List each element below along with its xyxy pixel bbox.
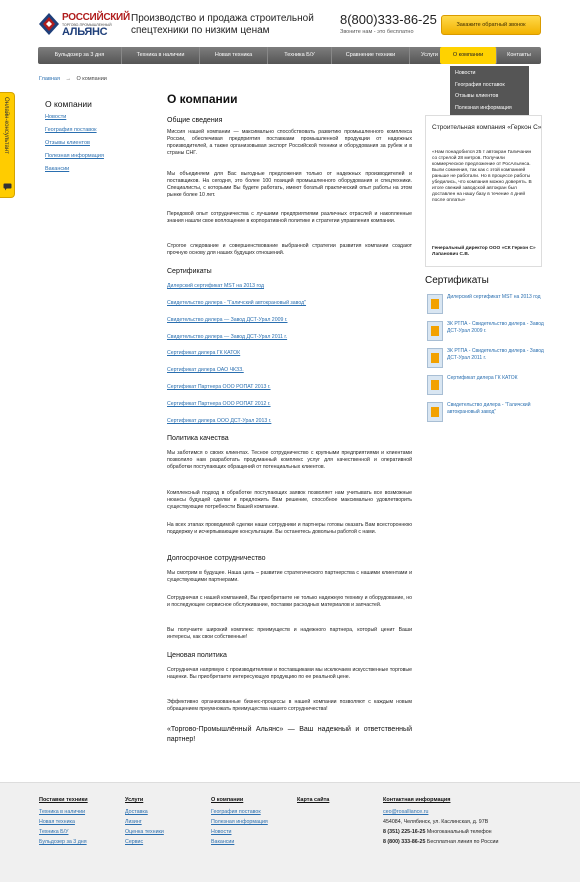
footer-phone-1	[383, 827, 498, 837]
footer-link[interactable]: Новая техника	[39, 819, 75, 825]
nav-item-used[interactable]: Техника Б/У	[268, 47, 332, 64]
nav-item-about[interactable]: О компании	[440, 47, 497, 64]
right-cert-label[interactable]: Дилерский сертификат MST на 2013 год	[447, 294, 541, 300]
section-title-general: Общие сведения	[167, 117, 223, 124]
cert-link[interactable]: Свидетельство дилера - "Галичский автокрановый завод"	[167, 300, 307, 306]
footer-link[interactable]: Сервис	[125, 839, 144, 845]
footer-col-supply	[39, 797, 88, 847]
logo-text-top: РОССИЙСКИЙ	[62, 12, 130, 23]
right-cert-item[interactable]	[425, 402, 543, 424]
dropdown-item-reviews[interactable]: Отзывы клиентов	[455, 93, 499, 100]
logo-mark-icon	[38, 12, 60, 36]
breadcrumb-home[interactable]: Главная	[39, 76, 60, 82]
footer-phone-2-number[interactable]: 8 (800) 333-86-25	[383, 839, 426, 845]
paragraph-processes: Эффективно организованные бизнес-процессы в нашей компании позволяют с каждым новым обращением преумножать преимущества нашего сотрудничества!	[167, 699, 412, 712]
breadcrumb	[39, 76, 107, 82]
footer-link[interactable]: Вакансии	[211, 839, 235, 845]
footer-phone-2	[383, 837, 498, 847]
sidebar-item-reviews[interactable]: Отзывы клиентов	[45, 140, 90, 146]
paragraph-approach: Комплексный подход в обработке поступающих заявок позволяет нам учитывать все возможные нюансы будущей сделки и предложить Вам решение, способное максимально удовлетворить существующие потребности Вашей компании.	[167, 490, 412, 510]
certificate-thumbnail-icon	[427, 348, 443, 368]
cert-link[interactable]: Сертификат дилера ООО ДСТ-Урал 2013 г.	[167, 418, 272, 424]
right-certificates-title: Сертификаты	[425, 275, 489, 286]
footer-address: 454084, Челябинск, ул. Каслинская, д. 97В	[383, 819, 489, 825]
online-consultant-tab[interactable]	[0, 92, 15, 198]
footer-col-services	[125, 797, 164, 847]
header-phone[interactable]: 8(800)333-86-25	[340, 12, 437, 27]
certificate-thumbnail-icon	[427, 321, 443, 341]
testimonial-signature: Генеральный директор ООО «СК Геркон С» Лапанович С.В.	[432, 246, 536, 257]
paragraph-future: Мы смотрим в будущее. Наша цель – развитие стратегического партнерства с нашими клиентами и существующими партнерами.	[167, 570, 412, 583]
paragraph-prices: Сотрудничая напрямую с производителями и поставщиками мы исключаем искусственные торговые наценки. Вы приобретаете интересующую продукцию по ее реальной цене.	[167, 667, 412, 680]
testimonial-box	[425, 115, 542, 267]
footer-col-sitemap	[297, 797, 329, 807]
page-title: О компании	[167, 92, 238, 106]
logo-text-bottom: АЛЬЯНС	[62, 26, 108, 38]
breadcrumb-separator: →	[65, 76, 71, 82]
footer-link[interactable]: Полезная информация	[211, 819, 268, 825]
nav-item-new[interactable]: Новая техника	[200, 47, 268, 64]
callback-button[interactable]: Закажите обратный звонок	[441, 15, 541, 35]
sidebar-item-useful-info[interactable]: Полезная информация	[45, 153, 104, 159]
sidebar-item-vacancies[interactable]: Вакансии	[45, 166, 70, 172]
dropdown-item-news[interactable]: Новости	[455, 70, 476, 76]
footer-link[interactable]: Бульдозер за 3 дня	[39, 839, 87, 845]
footer-link[interactable]: Новости	[211, 829, 232, 835]
nav-item-services[interactable]: Услуги	[410, 47, 450, 64]
header	[0, 0, 580, 46]
paragraph-strategy: Строгое следование и совершенствование выбранной стратегии развития компании создают прочную основу для наших будущих отношений.	[167, 243, 412, 256]
paragraph-support: На всех этапах проводимой сделки наши сотрудники и партнеры готовы оказать Вам всестороннюю поддержку и исчерпывающие консультации. Вы останетесь довольны работой с нами.	[167, 522, 412, 535]
header-phone-note: Звоните нам - это бесплатно	[340, 29, 414, 35]
nav-item-bulldozer[interactable]: Бульдозер за 3 дня	[38, 47, 122, 64]
nav-item-in-stock[interactable]: Техника в наличии	[122, 47, 200, 64]
right-cert-label[interactable]: ЗК РТПА - Свидетельство дилера - Завод ДСТ-Урал 2009 г.	[447, 321, 544, 334]
right-cert-item[interactable]	[425, 348, 543, 370]
cert-link[interactable]: Сертификат дилера ОАО ЧКЗЗ.	[167, 367, 244, 373]
dropdown-item-useful-info[interactable]: Полезная информация	[455, 105, 512, 112]
footer-link[interactable]: Лизинг	[125, 819, 142, 825]
sidebar-title: О компании	[45, 99, 92, 109]
section-title-quality: Политика качества	[167, 435, 229, 442]
footer-col-about	[211, 797, 268, 847]
testimonial-company: Строительная компания «Геркон С»	[432, 124, 542, 131]
section-title-certificates: Сертификаты	[167, 268, 212, 275]
dropdown-item-geography[interactable]: География поставок	[455, 81, 505, 88]
tagline: Производство и продажа строительной спецтехники по низким ценам	[131, 13, 314, 36]
footer-col-title[interactable]: О компании	[211, 797, 244, 803]
certificate-thumbnail-icon	[427, 402, 443, 422]
cert-link[interactable]: Сертификат Партнера ООО РОПАТ 2013 г.	[167, 384, 271, 390]
footer-col-title[interactable]: Поставки техники	[39, 797, 88, 803]
paragraph-partner: Вы получаете широкий комплекс преимуществ и надежного партнера, который ценит Ваши интересы, как свои собственные!	[167, 627, 412, 640]
nav-item-compare[interactable]: Сравнение техники	[332, 47, 410, 64]
right-cert-label[interactable]: Сертификат дилера ГК КАТОК	[447, 375, 518, 381]
sidebar-item-news[interactable]: Новости	[45, 114, 67, 120]
right-cert-label[interactable]: Свидетельство дилера - "Галичский автокрановый завод"	[447, 402, 531, 415]
paragraph-experience: Передовой опыт сотрудничества с лучшими предприятиями различных отраслей и накопленные знания нашли свое воплощение в корпоративной политике и стратегии управления компании.	[167, 211, 412, 224]
section-title-pricing: Ценовая политика	[167, 652, 227, 659]
footer-phone-1-number[interactable]: 8 (351) 225-16-25	[383, 829, 426, 835]
footer-phone-2-note: Бесплатная линия по России	[426, 839, 499, 845]
footer-link[interactable]: Доставка	[125, 809, 148, 815]
logo-text-middle: ТОРГОВО-ПРОМЫШЛЕННЫЙ	[62, 23, 112, 27]
footer-phone-1-note: Многоканальный телефон	[426, 829, 492, 835]
paragraph-service: Сотрудничая с нашей компанией, Вы приобретаете не только надежную технику и оборудование, но и последующее сервисное обслуживание, поставки расходных материалов и запчастей.	[167, 595, 412, 608]
certificate-thumbnail-icon	[427, 375, 443, 395]
footer-email[interactable]: ceo@rosalliance.ru	[383, 809, 429, 815]
paragraph-care: Мы заботимся о своих клиентах. Тесное сотрудничество с крупными предприятиями и клиентами позволило нам разработать продуманный комплекс услуг для качественной и оперативной обработки поступающих обращений от потенциальных клиентов.	[167, 450, 412, 470]
cert-link[interactable]: Дилерский сертификат MST на 2013 год	[167, 283, 265, 289]
footer-col-title: Контактная информация	[383, 797, 451, 803]
testimonial-text: «Нам понадобился 25 т автокран Галичанин со стрелой 28 метров. Получили коммерческое предложение от РосАльянса. Были сомнения, так как с этой компанией раньше не работали. Но в процессе работы убедились, что компания можно доверять. В итоге свежий заводской автокран был доставлен на нашу базу в течение 4 дней после оплаты»	[432, 150, 532, 203]
footer-link[interactable]: Техника в наличии	[39, 809, 86, 815]
footer-col-contacts	[383, 797, 498, 847]
logo[interactable]	[38, 12, 130, 38]
footer-sitemap-link[interactable]: Карта сайта	[297, 797, 330, 803]
breadcrumb-current: О компании	[76, 76, 107, 82]
footer-link[interactable]: География поставок	[211, 809, 261, 815]
footer-link[interactable]: Оценка техники	[125, 829, 164, 835]
chat-icon	[3, 183, 12, 191]
cert-link[interactable]: Свидетельство дилера — Завод ДСТ-Урал 2011 г.	[167, 334, 288, 340]
closing-slogan: «Торгово-Промышлённый Альянс» — Ваш надежный и ответственный партнер!	[167, 726, 412, 743]
footer-link[interactable]: Техника Б/У	[39, 829, 69, 835]
paragraph-offers: Мы объединяем для Вас выгодные предложения только от надежных производителей и поставщиков. На сегодня, это более 100 позиций промышленного оборудования и спецтехники. Специалисты, с которыми Вы будете работать, имеют богатый практический опыт работы на этом рынке более 10 лет.	[167, 171, 412, 198]
cert-link[interactable]: Сертификат Партнера ООО РОПАТ 2012 г.	[167, 401, 271, 407]
sidebar-item-geography[interactable]: География поставок	[45, 127, 97, 133]
right-cert-item[interactable]	[425, 321, 543, 343]
right-cert-item[interactable]	[425, 375, 543, 397]
right-cert-label[interactable]: ЗК РТПА - Свидетельство дилера - Завод ДСТ-Урал 2011 г.	[447, 348, 544, 361]
online-consultant-label: Онлайн-консультант	[3, 97, 9, 154]
certificate-thumbnail-icon	[427, 294, 443, 314]
footer-col-title[interactable]: Услуги	[125, 797, 144, 803]
main-nav	[38, 47, 541, 64]
nav-item-contacts[interactable]: Контакты	[507, 52, 531, 58]
cert-link[interactable]: Свидетельство дилера — Завод ДСТ-Урал 2009 г.	[167, 317, 288, 323]
section-title-long-term: Долгосрочное сотрудничество	[167, 555, 266, 562]
cert-link[interactable]: Сертификат дилера ГК КАТОК	[167, 350, 241, 356]
paragraph-mission: Миссия нашей компании — максимально способствовать развитию промышленного комплекса России, обеспечивая предприятия поставками промышленной продукции от надежных производителей, а также организовывая экспорт Российской техники и оборудования за рубеж и в страны СНГ.	[167, 129, 412, 156]
right-cert-item[interactable]	[425, 294, 543, 316]
